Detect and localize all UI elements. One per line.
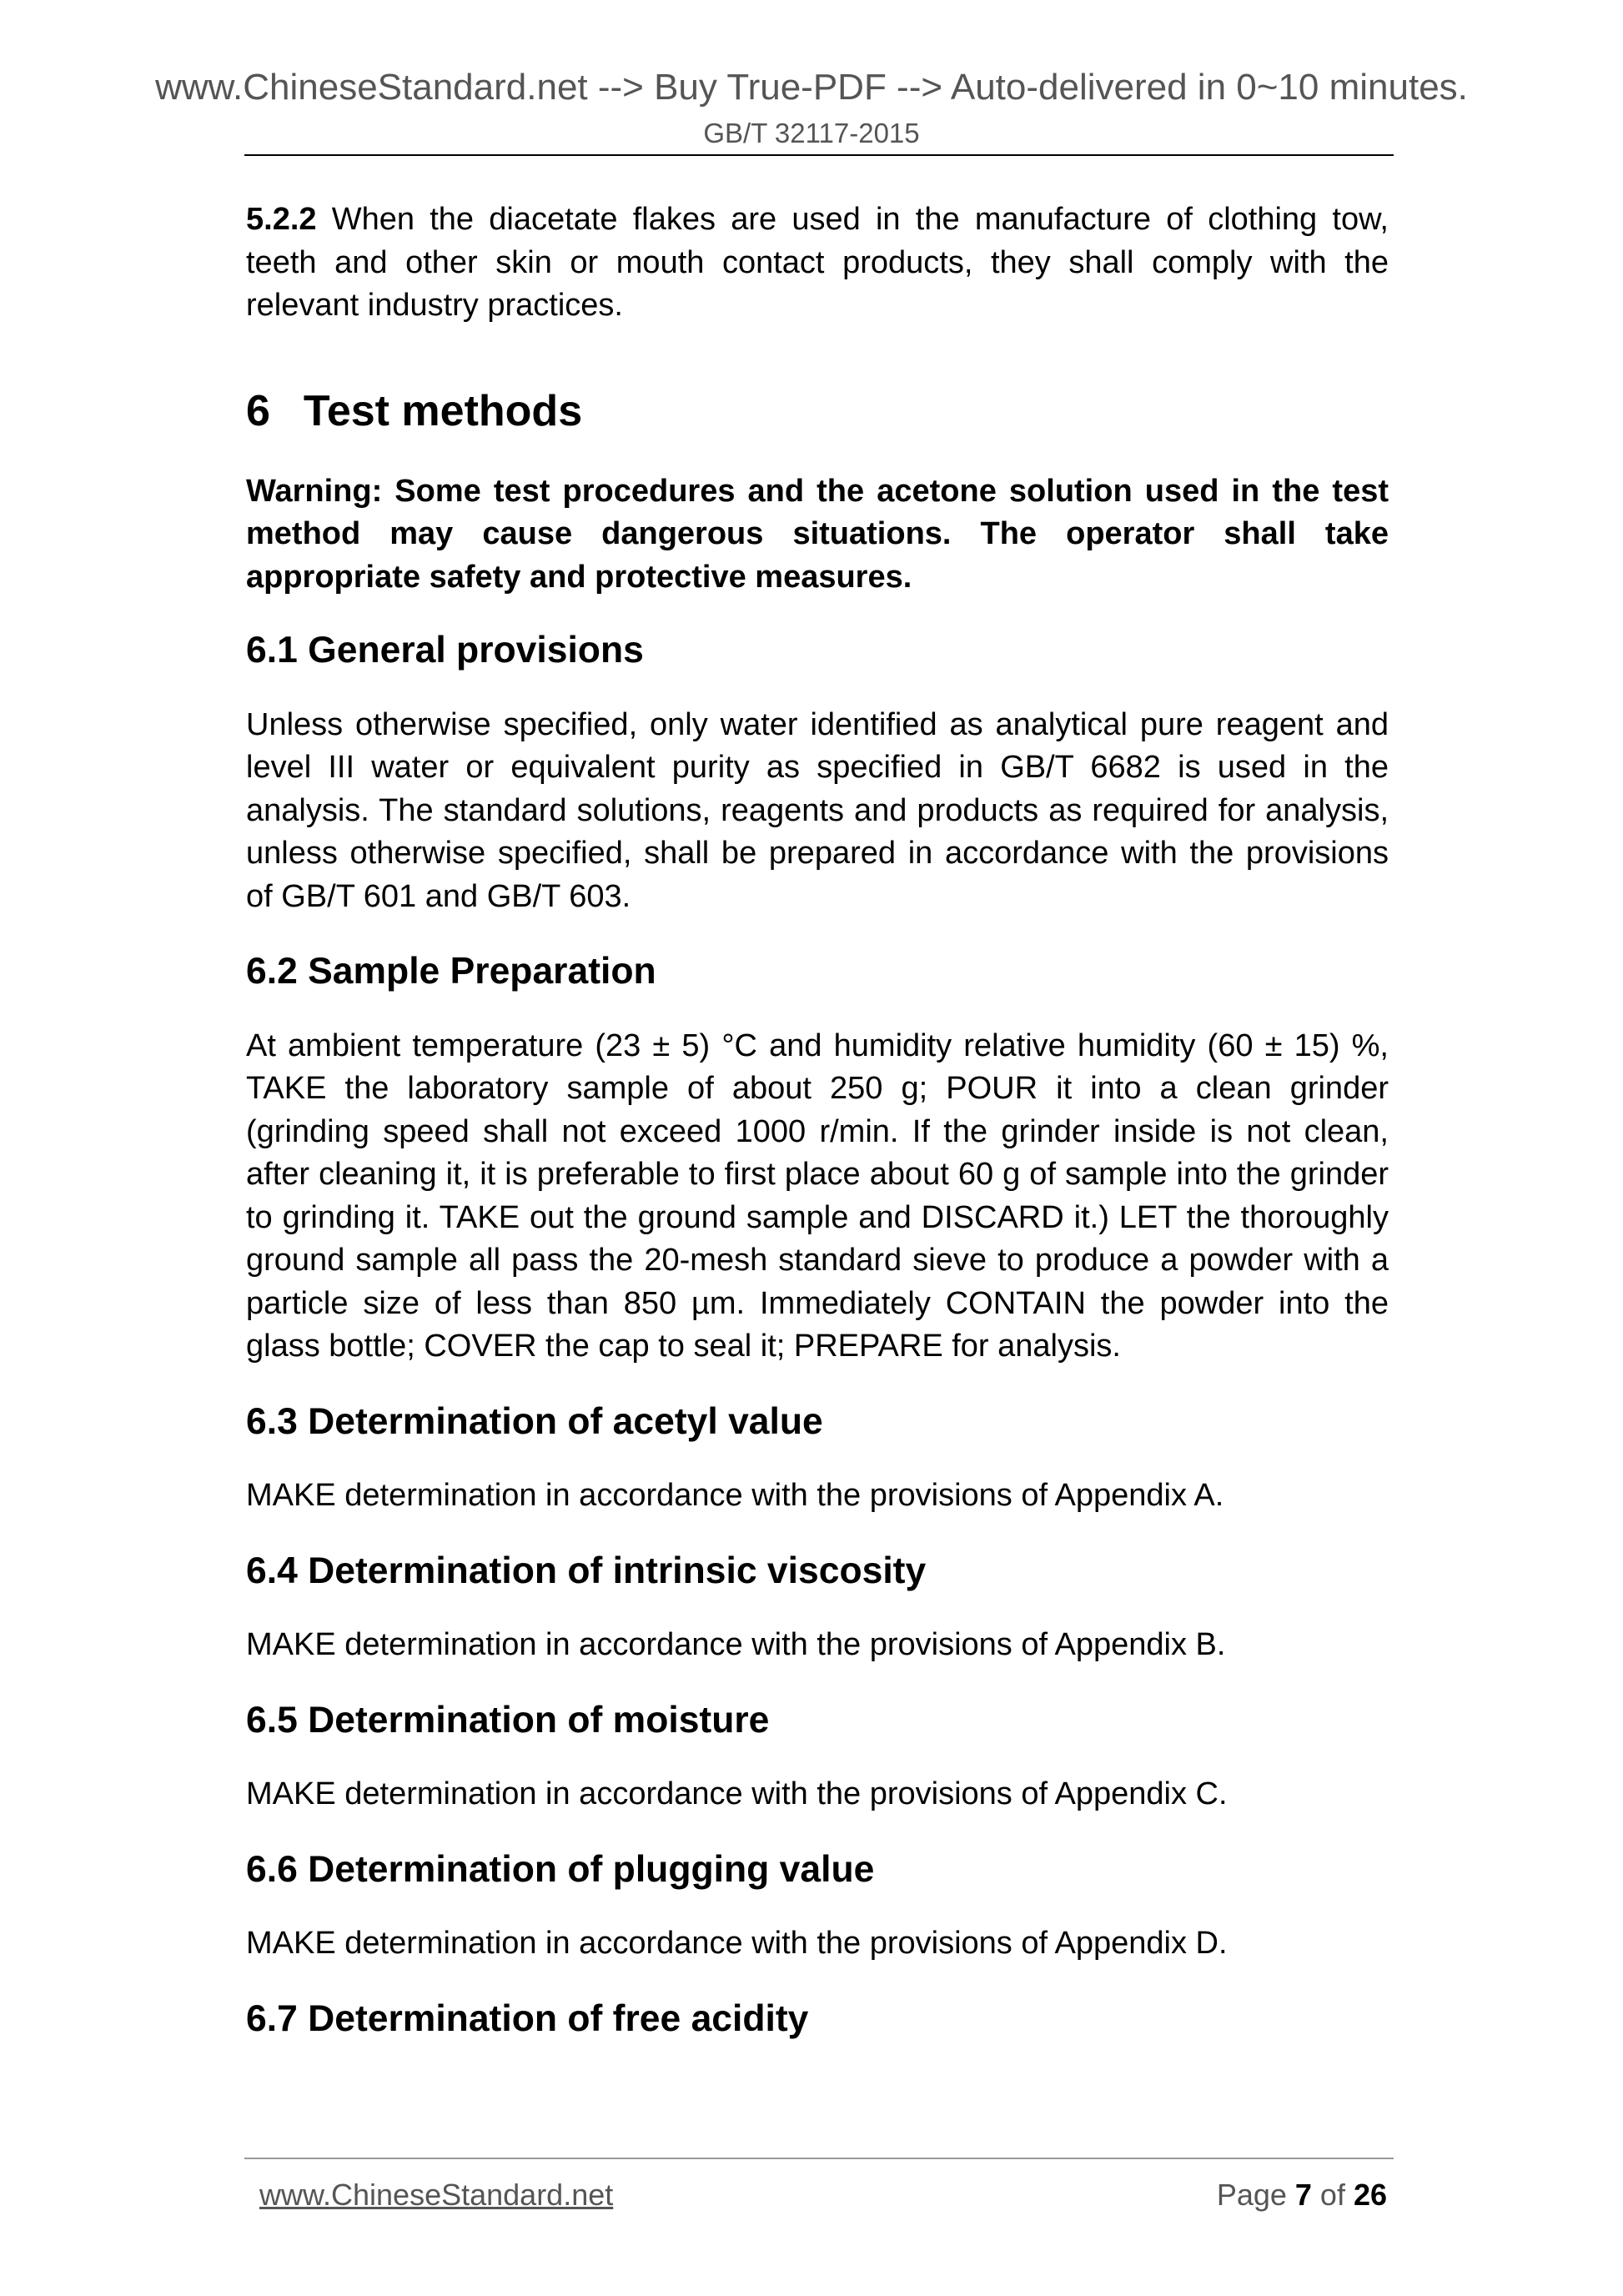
clause-5-2-2 — [246, 198, 1389, 328]
heading-6-6: 6.6 Determination of plugging value — [246, 1848, 875, 1890]
section-heading — [246, 386, 1389, 436]
footer-link[interactable]: www.ChineseStandard.net — [259, 2178, 614, 2212]
clause-number: 5.2.2 — [246, 202, 317, 237]
page-prefix: Page — [1216, 2178, 1295, 2212]
body-6-1: Unless otherwise specified, only water identified as analytical pure reagent and level III water or equivalent purity as specified in GB/T 6682 is used in the analysis. The standard solutions, reagents and products as required for analysis, unless otherwise specified, shall be prepared in accordance with the provisions of GB/T 601 and GB/T 603. — [246, 706, 1389, 914]
header-standard-code: GB/T 32117-2015 — [703, 118, 920, 148]
page-number — [1217, 2177, 1387, 2213]
heading-6-3: 6.3 Determination of acetyl value — [246, 1400, 823, 1442]
heading-6-4: 6.4 Determination of intrinsic viscosity — [246, 1550, 927, 1591]
page-total: 26 — [1353, 2178, 1387, 2212]
body-6-5: MAKE determination in accordance with the provisions of Appendix C. — [246, 1776, 1228, 1811]
section-number: 6 — [246, 386, 270, 435]
heading-6-1: 6.1 General provisions — [246, 630, 644, 671]
heading-6-7: 6.7 Determination of free acidity — [246, 1997, 809, 2039]
body-6-2: At ambient temperature (23 ± 5) °C and humidity relative humidity (60 ± 15) %, TAKE the laboratory sample of about 250 g; POUR it into a clean grinder (grinding speed shall not exceed 1000 r/min. If the grinder inside is not clean, after cleaning it, it is preferable to first place about 60 g of sample into the grinder to grinding it. TAKE out the ground sample and DISCARD it.) LET the thoroughly ground sample all pass the 20-mesh standard sieve to produce a powder with a particle size of less than 850 µm. Immediately CONTAIN the powder into the glass bottle; COVER the cap to seal it; PREPARE for analysis. — [246, 1027, 1389, 1364]
section-title: Test methods — [303, 386, 583, 435]
body-6-6: MAKE determination in accordance with the provisions of Appendix D. — [246, 1926, 1228, 1961]
document-body — [246, 198, 1389, 2040]
body-6-4: MAKE determination in accordance with the provisions of Appendix B. — [246, 1627, 1226, 1662]
heading-6-5: 6.5 Determination of moisture — [246, 1699, 770, 1741]
page-current: 7 — [1294, 2178, 1312, 2212]
header-divider — [244, 154, 1394, 156]
header-link[interactable]: www.ChineseStandard.net --> Buy True-PDF --> Auto-delivered in 0~10 minutes. — [155, 67, 1468, 108]
heading-6-2: 6.2 Sample Preparation — [246, 951, 656, 992]
clause-text: When the diacetate flakes are used in the manufacture of clothing tow, teeth and other skin or mouth contact products, they shall comply with the relevant industry practices. — [246, 202, 1389, 323]
footer-divider — [244, 2158, 1394, 2159]
page-of: of — [1311, 2178, 1354, 2212]
warning-paragraph: Warning: Some test procedures and the acetone solution used in the test method may cause dangerous situations. The operator shall take appropriate safety and protective measures. — [246, 473, 1389, 595]
body-6-3: MAKE determination in accordance with the provisions of Appendix A. — [246, 1478, 1224, 1513]
